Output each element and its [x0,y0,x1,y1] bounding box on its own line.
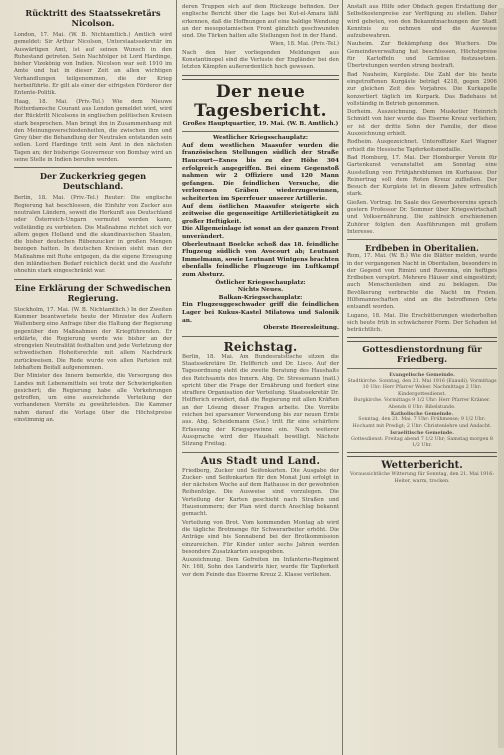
front-heading: Balkan-Kriegsschauplatz: [218,294,303,301]
article-text: Bad Nauheim, Kurgäste. Die Zahl der bis heute eingetroffenen Kurgäste beträgt 4218, gegen 2906 zur gleichen Zeit des Vorjahres. Die Kurkapelle konzertiert täglich im Kurpark. Das Badehaus ist vollständig in Betrieb genommen. [347,71,497,107]
article-text: Berlin, 18. Mai. Am Bundesratstische sitzen die Staatssekretäre Dr. Helfferich und Dr. Lisco. Auf der Tagesordnung steht die zweite Beratung des Haushalts des Reichsamts des Innern. Abg. Dr. Stresemann (natl.) spricht über die Frage der Ernährung und fordert eine straffere Organisation der Verteilung. Staatssekretär Dr. Helfferich erwidert, daß die Regierung mit allen Kräften an der Lösung dieser Fragen arbeite. Die Vorräte reichen bei sparsamer Verwendung bis zur neuen Ernte aus. Abg. Scheidemann (Soz.) tritt für eine schärfere Erfassung der Kriegsgewinne ein. Nach weiterer Aussprache wird der Haushalt bewilligt. Nächste Sitzung Freitag. [182,353,339,448]
service-times: Stadtkirche. Sonntag, den 21. Mai 1916 (Exaudi). Vormittags 10 Uhr: Herr Pfarrer Weber. Nachmittags 2 Uhr: Kindergottesdienst. [347,378,497,397]
column-divider [342,0,343,755]
byline: Wien, 18. Mai. (Priv.-Tel.) [269,41,339,48]
parish-heading: Israelitische Gemeinde. [390,430,454,437]
article-text: Bad Homburg, 17. Mai. Der Homburger Verein für Gartenkunst veranstaltet am Sonntag eine Ausstellung von Frühjahrsblumen im Kurhause. Der Reinertrag soll dem Roten Kreuz zufließen. Der Besuch der Kurgäste ist in diesem Jahre erfreulich stark. [347,154,497,198]
article-heading: Rücktritt des Staatssekretärs Nicolson. [25,8,161,28]
divider [347,239,497,240]
article-text: Auszeichnung. Dem Gefreiten im Infanterie-Regiment Nr. 168, Sohn des Landwirts hier, wurde für Tapferkeit vor dem Feinde das Eiserne Kreuz 2. Klasse verliehen. [182,557,339,578]
double-divider [347,337,497,342]
article-text: Stockholm, 17. Mai. (W. B. Nichtamtlich.) In der Zweiten Kammer beantwortete heute der Minister des Äußern Wallenberg eine Anfrage über die Haltung der Regierung gegenüber den Maßnahmen der Kriegführenden. Er erklärte, die Regierung werde wie bisher an der strengsten Neutralität festhalten und jede Verletzung der schwedischen Hoheitsrechte mit allem Nachdruck zurückweisen. Die Rede wurde von allen Parteien mit lebhaftem Beifall aufgenommen. [14,306,172,371]
column-middle [182,0,339,580]
article-heading: Der Zuckerkrieg gegen Deutschland. [39,171,147,192]
divider [347,368,497,369]
article-text: Gießen. Vortrag. Im Saale des Gewerbevereins sprach gestern Professor Dr. Sommer über Kriegswirtschaft und Volksernährung. Die zahlreich erschienenen Zuhörer folgten den Ausführungen mit großem Interesse. [347,199,497,235]
article-text: deren Truppen sich auf dem Rückzuge befinden. Der englische Bericht über die Lage bei Kut-el-Amara läßt erkennen, daß die Hoffnungen auf eine baldige Wendung an der mesopotamischen Front gänzlich geschwunden sind. Die Türken halten alle Stellungen fest in der Hand. [182,4,339,40]
divider [14,279,172,280]
report-text: Auf dem westlichen Maasufer wurden die französischen Stellungen südlich der Straße Haucourt—Esnes bis zu der Höhe 304 erfolgreich angegriffen. Bei einem Gegenstoß nahmen wir 2 Offiziere und 120 Mann gefangen. Die feindlichen Versuche, die verlorenen Gräben wiederzugewinnen, scheiterten im Sperrfeuer unserer Artillerie. [182,142,339,203]
article-text: Friedberg, Zucker und Seifenkarten. Die Ausgabe der Zucker- und Seifenkarten für den Monat Juni erfolgt in der nächsten Woche auf dem Rathause in der gewohnten Reihenfolge. Die Ausweise sind vorzulegen. Die Verteilung der Karten geschieht nach Straßen und Hausnummern; der Plan wird durch Anschlag bekannt gemacht. [182,467,339,518]
report-text: Die Allgemeinlage ist sonst an der ganzen Front unverändert. [182,226,339,240]
parish-heading: Katholische Gemeinde. [390,410,454,417]
double-divider [347,452,497,457]
weather-text: Voraussichtliche Witterung für Sonntag, den 21. Mai 1916: Heiter, warm, trocken. [350,472,494,484]
divider [182,131,339,132]
column-right [347,0,497,485]
double-divider [182,75,339,80]
section-heading: Wetterbericht. [381,460,463,472]
section-title: Der neue Tagesbericht. [194,81,327,121]
page-edge [498,8,504,748]
report-text: Nichts Neues. [237,287,284,294]
divider [14,167,172,168]
article-text: Haag, 18. Mai. (Priv.-Tel.) Wie dem Nieuwe Rotterdamsche Courant aus London gemeldet wird, wird der Rücktritt Nicolsons in englischen politischen Kreisen stark besprochen. Man bringt ihn in Zusammenhang mit den Meinungsverschiedenheiten, die zwischen ihm und Grey über die Behandlung der Neutralen entstanden sein sollen. Lord Hardinge tritt sein Amt in den nächsten Tagen an; der bisherige Gouverneur von Bombay wird an seine Stelle in Indien berufen werden. [14,98,172,164]
service-times: Sonntag, den 21. Mai. 7 Uhr: Frühmesse; 9 1/2 Uhr: Hochamt mit Predigt; 2 Uhr: Christenlehre und Andacht. [352,417,492,429]
section-heading: Aus Stadt und Land. [200,455,321,467]
article-text: Lugano, 18. Mai. Die Erschütterungen wiederholten sich heute früh in schwächerer Form. Der Schaden ist beträchtlich. [347,312,497,334]
article-text: Verteilung von Brot. Vom kommenden Montag ab wird die tägliche Brotmenge für Schwerarbeiter erhöht. Die Anträge sind bis Sonnabend bei der Brotkommission einzureichen. Für Kinder unter sechs Jahren werden besondere Zusatzkarten ausgegeben. [182,519,339,555]
article-text: Rom, 17. Mai. (W. B.) Wie die Blätter melden, wurde in der vergangenen Nacht in Oberitalien, besonders in der Gegend von Rimini und Ravenna, ein heftiges Erdbeben verspürt. Mehrere Häuser sind eingestürzt; auch Menschenleben sind zu beklagen. Die Bevölkerung verbrachte die Nacht im Freien. Hilfsmannschaften sind an die betroffenen Orte entsandt worden. [347,253,497,311]
parish-heading: Evangelische Gemeinde. [389,372,455,379]
section-subtitle: Großes Hauptquartier, 19. Mai. (W. B. Amtlich.) [182,120,339,127]
article-text: Berlin, 18. Mai. (Priv.-Tel.) Reuter: Die englische Regierung hat beschlossen, die Einfuhr von Zucker aus neutralen Ländern, soweit die Herkunft aus Deutschland oder Österreich-Ungarn vermutet werden kann, vollständig zu verbieten. Die Maßnahme richtet sich vor allem gegen Holland und die skandinavischen Staaten, die bisher deutschen Rübenzucker in großen Mengen bezogen hatten. In deutschen Kreisen sieht man der Maßnahme mit Ruhe entgegen, da die eigene Erzeugung den inländischen Bedarf reichlich deckt und die Ausfuhr ohnehin stark eingeschränkt war. [14,195,172,275]
article-heading: Erdbeben in Oberitalien. [365,243,479,254]
front-heading: Östlicher Kriegsschauplatz: [215,279,306,286]
column-left [14,0,172,425]
section-heading: Gottesdienstordnung für Friedberg. [362,345,482,366]
divider [182,336,339,337]
front-heading: Westlicher Kriegsschauplatz: [213,135,308,142]
service-times: Gottesdienst: Freitag abend 7 1/2 Uhr; Samstag morgen 8 1/2 Uhr. [350,436,493,448]
divider [182,452,339,453]
report-text: Oberleutnant Boelcke schoß das 18. feindliche Flugzeug südlich von Avocourt ab; Leutnant Immelmann, sowie Leutnant Wintgens brachten ebenfalls feindliche Flugzeuge im Luftkampf zum Absturz. [182,241,339,278]
article-text: London, 17. Mai. (W. B. Nichtamtlich.) Amtlich wird gemeldet: Sir Arthur Nicolson, Unterstaatssekretär im Auswärtigen Amt, ist auf seinen Wunsch in den Ruhestand getreten. Sein Nachfolger ist Lord Hardinge, bisher Vizekönig von Indien. Nicolson war seit 1910 im Amte und hat in dieser Zeit an allen wichtigen Verhandlungen teilgenommen, die der Krieg herbeiführte. Er gilt als einer der eifrigsten Förderer der Entente-Politik. [14,32,172,97]
article-text: Rodheim. Ausgezeichnet. Unteroffizier Karl Wagner erhielt die Hessische Tapferkeitsmedaille. [347,139,497,153]
report-text: Ein Flugzeuggeschwader griff die feindlichen Lager bei Kukus-Kastel Milatowa und Salonik an. [182,302,339,324]
article-text: Anstalt aus Hilfe oder Obdach gegen Erstattung der Selbstkostenpreise zur Verfügung zu stellen. Daher wird gebeten, von den Bekanntmachungen der Stadt Kenntnis zu nehmen und die Ausweise aufzubewahren. [347,4,497,40]
article-text: Nauheim. Zur Bekämpfung des Wuchers. Die Gemeindeverwaltung hat beschlossen, Höchstpreise für Kartoffeln und Gemüse festzusetzen. Übertretungen werden streng bestraft. [347,41,497,70]
article-heading: Eine Erklärung der Schwedischen Regierung. [15,282,171,303]
report-text: Auf dem östlichen Maasufer steigerte sich zeitweise die gegenseitige Artillerietätigkeit zu großer Heftigkeit. [182,203,339,225]
article-text: Der Minister des Innern bemerkte, die Versorgung des Landes mit Lebensmitteln sei trotz der Schwierigkeiten gesichert; die Regierung habe alle Vorkehrungen getroffen, um eine ausreichende Verteilung der vorhandenen Vorräte zu gewährleisten. Die Kammer nahm darauf die Vorlage über die Höchstpreise einstimmig an. [14,373,172,424]
article-text: Nach den hier vorliegenden Meldungen aus Konstantinopel sind die Verluste der Engländer bei den letzten Kämpfen außerordentlich hoch gewesen. [182,49,339,71]
section-heading: Reichstag. [223,339,298,354]
column-divider [176,0,177,755]
article-text: Dorheim. Auszeichnung. Dem Musketier Heinrich Schmidt von hier wurde das Eiserne Kreuz verliehen; er ist der dritte Sohn der Familie, der diese Auszeichnung erhielt. [347,109,497,138]
service-times: Burgkirche. Vormittags 9 1/2 Uhr: Herr Pfarrer Krämer. Abends 8 Uhr: Bibelstunde. [353,398,491,410]
report-signature: Oberste Heeresleitung. [263,325,339,332]
